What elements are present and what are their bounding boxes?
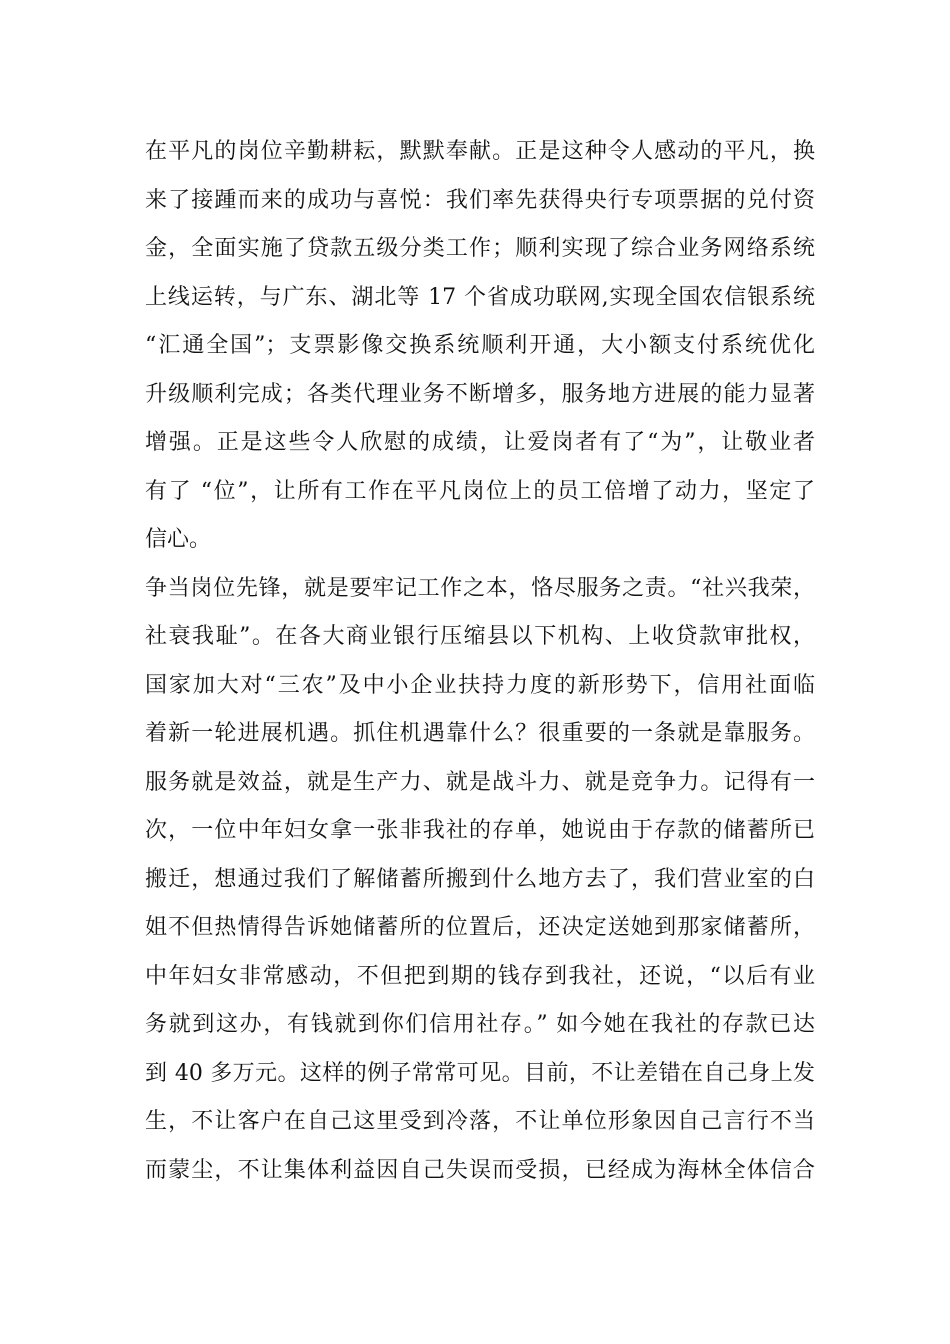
text-line: 国家加大对“三农”及中小企业扶持力度的新形势下，信用社面临 bbox=[145, 672, 815, 698]
text-line: 增强。正是这些令人欣慰的成绩，让爱岗者有了“为”，让敬业者 bbox=[145, 430, 815, 455]
text-line: 生，不让客户在自己这里受到冷落，不让单位形象因自己言行不当 bbox=[145, 1109, 815, 1134]
text-line: 而蒙尘，不让集体利益因自己失误而受损，已经成为海林全体信合 bbox=[145, 1157, 815, 1183]
text-line: 务就到这办，有钱就到你们信用社存。” 如今她在我社的存款已达 bbox=[145, 1012, 815, 1037]
text-line: 中年妇女非常感动，不但把到期的钱存到我社，还说，“以后有业 bbox=[145, 963, 815, 989]
text-line: 有了 “位”，让所有工作在平凡岗位上的员工倍增了动力，坚定了 bbox=[145, 478, 815, 504]
text-line: 金，全面实施了贷款五级分类工作；顺利实现了综合业务网络系统 bbox=[145, 236, 815, 261]
text-line: 姐不但热情得告诉她储蓄所的位置后，还决定送她到那家储蓄所， bbox=[145, 915, 815, 940]
text-line: 到 40 多万元。这样的例子常常可见。目前，不让差错在自己身上发 bbox=[145, 1060, 815, 1086]
body-text bbox=[145, 128, 815, 1195]
text-line: 次，一位中年妇女拿一张非我社的存单，她说由于存款的储蓄所已 bbox=[145, 818, 815, 843]
text-line: 社衰我耻”。在各大商业银行压缩县以下机构、上收贷款审批权， bbox=[145, 624, 815, 649]
text-line: 在平凡的岗位辛勤耕耘，默默奉献。正是这种令人感动的平凡，换 bbox=[145, 139, 815, 164]
text-line: 上线运转，与广东、湖北等 17 个省成功联网,实现全国农信银系统 bbox=[145, 284, 815, 310]
text-line: 信心。 bbox=[145, 527, 212, 552]
text-line: “汇通全国”；支票影像交换系统顺利开通，大小额支付系统优化 bbox=[145, 333, 815, 358]
text-line: 着新一轮进展机遇。抓住机遇靠什么？很重要的一条就是靠服务。 bbox=[145, 721, 815, 746]
text-line: 升级顺利完成；各类代理业务不断增多，服务地方进展的能力显著 bbox=[145, 381, 815, 407]
text-line: 来了接踵而来的成功与喜悦：我们率先获得央行专项票据的兑付资 bbox=[145, 187, 815, 213]
text-line: 服务就是效益，就是生产力、就是战斗力、就是竞争力。记得有一 bbox=[145, 769, 815, 795]
text-line: 争当岗位先锋，就是要牢记工作之本，恪尽服务之责。“社兴我荣， bbox=[145, 575, 815, 601]
text-line: 搬迁，想通过我们了解储蓄所搬到什么地方去了，我们营业室的白 bbox=[145, 866, 815, 892]
